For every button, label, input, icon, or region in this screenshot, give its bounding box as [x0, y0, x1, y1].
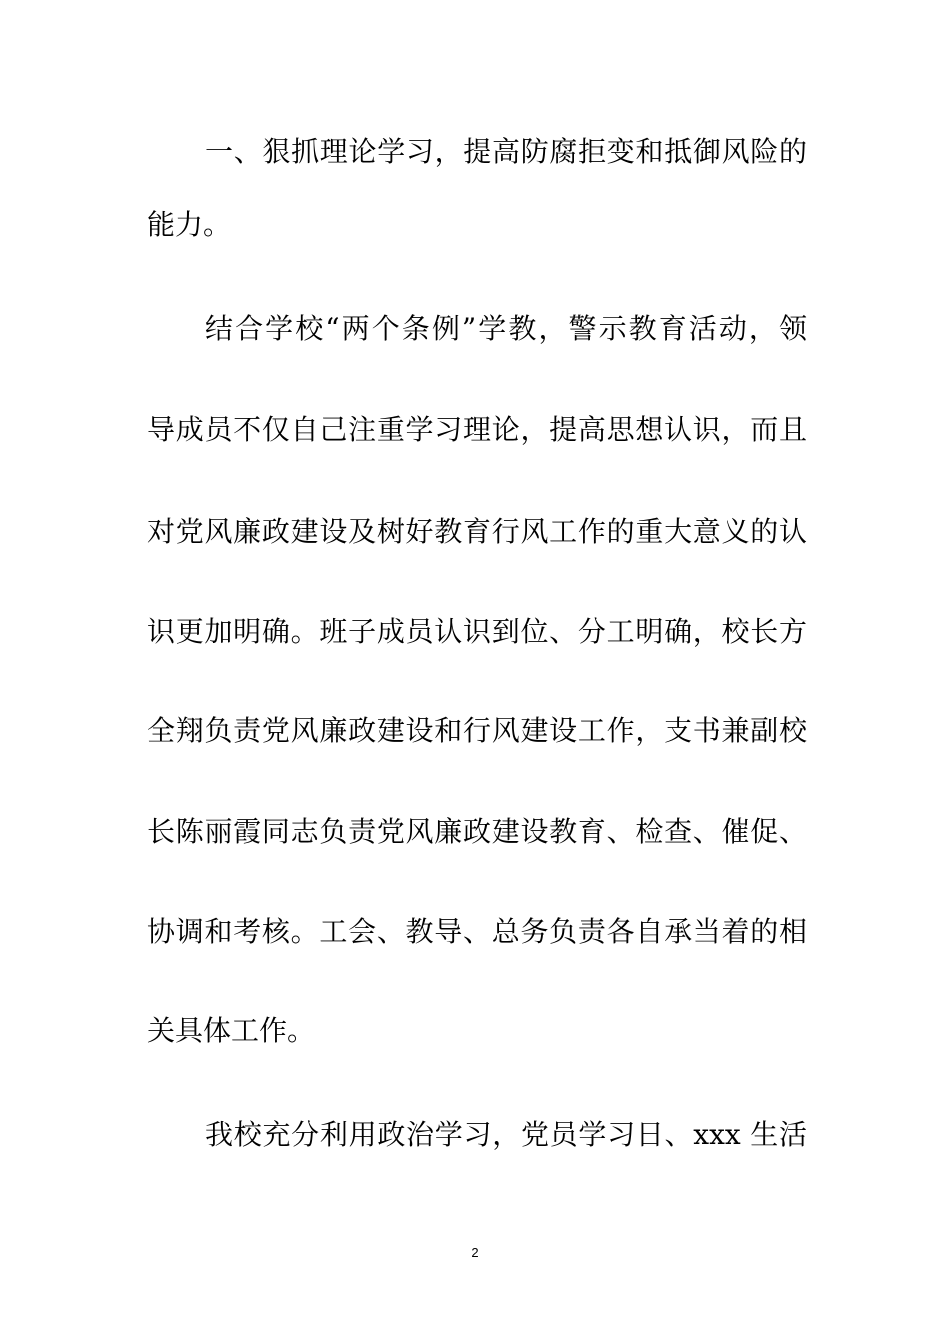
paragraph-line: 对党风廉政建设及树好教育行风工作的重大意义的认	[147, 515, 807, 548]
page-number: 2	[471, 1245, 479, 1260]
heading-line-2: 能力。	[147, 208, 232, 241]
paragraph-line: 识更加明确。班子成员认识到位、分工明确，校长方	[147, 615, 807, 648]
paragraph-line: 关具体工作。	[147, 1014, 316, 1047]
paragraph-line: 全翔负责党风廉政建设和行风建设工作，支书兼副校	[147, 714, 807, 747]
paragraph-line: 协调和考核。工会、教导、总务负责各自承当着的相	[147, 915, 807, 948]
heading-line-1: 一、狠抓理论学习，提高防腐拒变和抵御风险的	[205, 135, 807, 168]
paragraph-line: 长陈丽霞同志负责党风廉政建设教育、检查、催促、	[147, 815, 807, 848]
paragraph-line: 导成员不仅自己注重学习理论，提高思想认识，而且	[147, 413, 807, 446]
paragraph-line: 结合学校“两个条例”学教，警示教育活动，领	[205, 312, 807, 345]
paragraph-line: 我校充分利用政治学习，党员学习日、xxx 生活	[205, 1118, 807, 1151]
